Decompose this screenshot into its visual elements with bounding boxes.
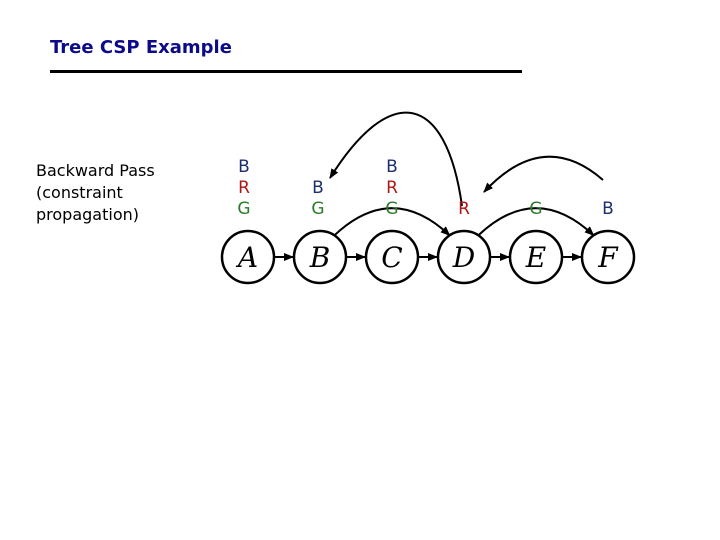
- description-line-2: (constraint: [36, 183, 123, 202]
- node-A: [222, 231, 274, 283]
- domain-A-value-R: R: [238, 178, 250, 198]
- domain-E: [529, 199, 542, 219]
- domain-C-value-R: R: [386, 178, 398, 198]
- domain-B: [311, 178, 324, 219]
- domain-A-value-G: G: [237, 199, 251, 219]
- node-B: [294, 231, 346, 283]
- node-C: [366, 231, 418, 283]
- node-B-label: B: [309, 241, 331, 274]
- domain-E-value-G: G: [529, 199, 543, 219]
- domain-B-value-B: B: [312, 178, 324, 198]
- domain-D-value-R: R: [458, 199, 470, 219]
- slide-title: Tree CSP Example: [50, 37, 232, 58]
- node-E: [510, 231, 562, 283]
- node-A-label: A: [237, 241, 259, 274]
- description-line-3: propagation): [36, 205, 139, 224]
- arc-F-to-D: [484, 157, 603, 192]
- domain-F-value-B: B: [602, 199, 614, 219]
- node-D-label: D: [452, 241, 476, 274]
- node-E-label: E: [525, 241, 547, 274]
- description-line-1: Backward Pass: [36, 161, 155, 180]
- domain-A-value-B: B: [238, 157, 250, 177]
- domain-D: [458, 199, 470, 219]
- domain-F: [602, 199, 614, 219]
- node-C-label: C: [381, 241, 403, 274]
- domain-C: [385, 157, 398, 219]
- domain-A: [237, 157, 250, 219]
- node-F: [582, 231, 634, 283]
- node-D: [438, 231, 490, 283]
- domain-C-value-G: G: [385, 199, 399, 219]
- domain-B-value-G: G: [311, 199, 325, 219]
- node-F-label: F: [598, 241, 618, 274]
- domain-C-value-B: B: [386, 157, 398, 177]
